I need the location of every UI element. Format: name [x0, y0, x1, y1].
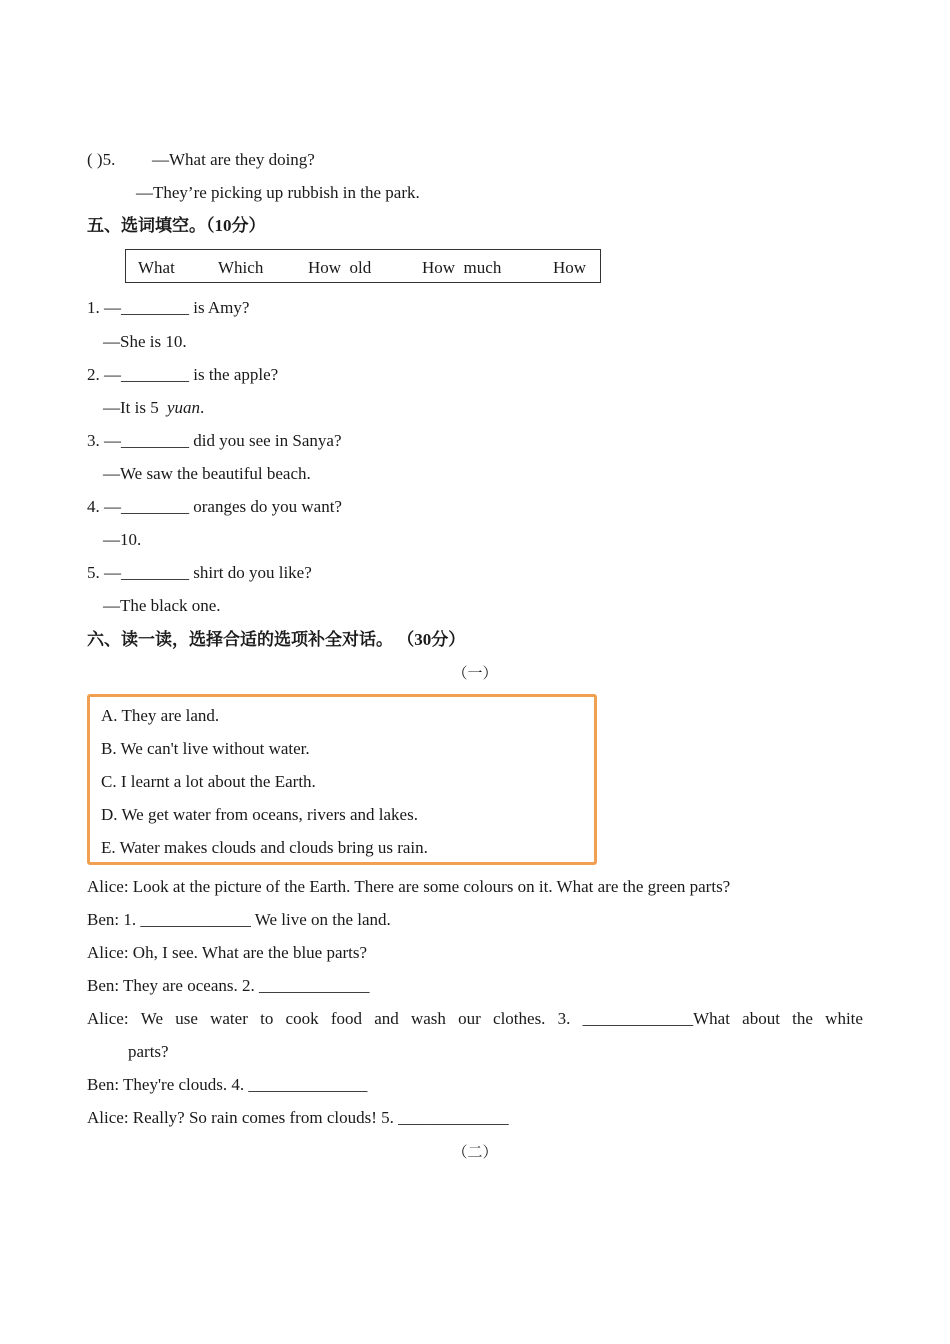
fill-item-4-blank[interactable]: 4. —________ — [87, 497, 189, 516]
word: our — [458, 1009, 481, 1028]
dialogue-line-3: Alice: Oh, I see. What are the blue parts? — [87, 943, 368, 962]
word: and — [374, 1009, 399, 1028]
reply-period: . — [200, 398, 205, 417]
word-bank-item: What — [138, 258, 175, 277]
fill-item-5 — [87, 562, 312, 584]
fill-item-5-text: shirt do you like? — [189, 563, 312, 582]
options-box — [87, 694, 597, 865]
fill-item-2-blank[interactable]: 2. —________ — [87, 365, 189, 384]
word: food — [330, 1009, 362, 1028]
word-bank-item: How much — [422, 258, 502, 277]
option-a: A. They are land. — [101, 706, 220, 725]
fill-item-5-reply: —The black one. — [103, 596, 221, 615]
word: use — [175, 1009, 198, 1028]
q5-question: —What are they doing? — [152, 150, 315, 169]
word: white — [825, 1009, 863, 1028]
fill-item-4-text: oranges do you want? — [189, 497, 342, 516]
word: wash — [410, 1009, 446, 1028]
fill-item-2-reply — [103, 397, 204, 419]
dialogue-line-4[interactable]: Ben: They are oceans. 2. _____________ — [87, 976, 370, 995]
word: clothes. — [493, 1009, 546, 1028]
word: water — [210, 1009, 248, 1028]
fill-item-4 — [87, 496, 342, 518]
fill-item-1 — [87, 297, 249, 319]
reply-currency: yuan — [166, 398, 201, 417]
option-e: E. Water makes clouds and clouds bring us rain. — [101, 838, 428, 857]
reply-text: —It is 5 — [103, 398, 163, 417]
word: to — [260, 1009, 274, 1028]
dialogue-line-5-cont: parts? — [128, 1042, 169, 1061]
option-b: B. We can't live without water. — [101, 739, 310, 758]
fill-item-3-blank[interactable]: 3. —________ — [87, 431, 189, 450]
part1-label: （一） — [452, 666, 498, 682]
fill-item-5-blank[interactable]: 5. —________ — [87, 563, 189, 582]
fill-item-2-text: is the apple? — [189, 365, 279, 384]
word: 3. — [557, 1009, 571, 1028]
dialogue-line-6[interactable]: Ben: They're clouds. 4. ______________ — [87, 1075, 368, 1094]
answer-blank-3[interactable]: _____________What — [582, 1009, 730, 1028]
word: We — [140, 1009, 163, 1028]
dialogue-line-1: Alice: Look at the picture of the Earth. There are some colours on it. What are the green parts? — [87, 877, 731, 896]
fill-item-4-reply: —10. — [103, 530, 142, 549]
fill-item-1-reply: —She is 10. — [103, 332, 187, 351]
section6-title: 六、读一读，选择合适的选项补全对话。 （30分） — [87, 630, 466, 649]
word: cook — [285, 1009, 319, 1028]
option-c: C. I learnt a lot about the Earth. — [101, 772, 316, 791]
word-bank-item: How old — [308, 258, 372, 277]
word: Alice: — [87, 1009, 129, 1028]
word-bank-item: Which — [218, 258, 264, 277]
fill-item-3-text: did you see in Sanya? — [189, 431, 342, 450]
section5-title: 五、选词填空。（10分） — [87, 216, 266, 235]
word-bank — [125, 249, 601, 283]
word: about — [742, 1009, 780, 1028]
part2-label: （二） — [452, 1145, 498, 1161]
q5-number: ( )5. — [87, 150, 116, 169]
option-d: D. We get water from oceans, rivers and lakes. — [101, 805, 418, 824]
fill-item-3-reply: —We saw the beautiful beach. — [103, 464, 311, 483]
q5-answer: —They’re picking up rubbish in the park. — [136, 183, 420, 202]
word-bank-item: How — [553, 258, 587, 277]
fill-item-1-text: is Amy? — [189, 298, 250, 317]
dialogue-line-7[interactable]: Alice: Really? So rain comes from clouds! 5. _____________ — [87, 1108, 509, 1127]
fill-item-1-blank[interactable]: 1. —________ — [87, 298, 189, 317]
fill-item-2 — [87, 364, 278, 386]
word: the — [792, 1009, 813, 1028]
dialogue-line-2[interactable]: Ben: 1. _____________ We live on the land. — [87, 910, 391, 929]
fill-item-3 — [87, 430, 342, 452]
dialogue-line-5[interactable] — [87, 1008, 863, 1030]
